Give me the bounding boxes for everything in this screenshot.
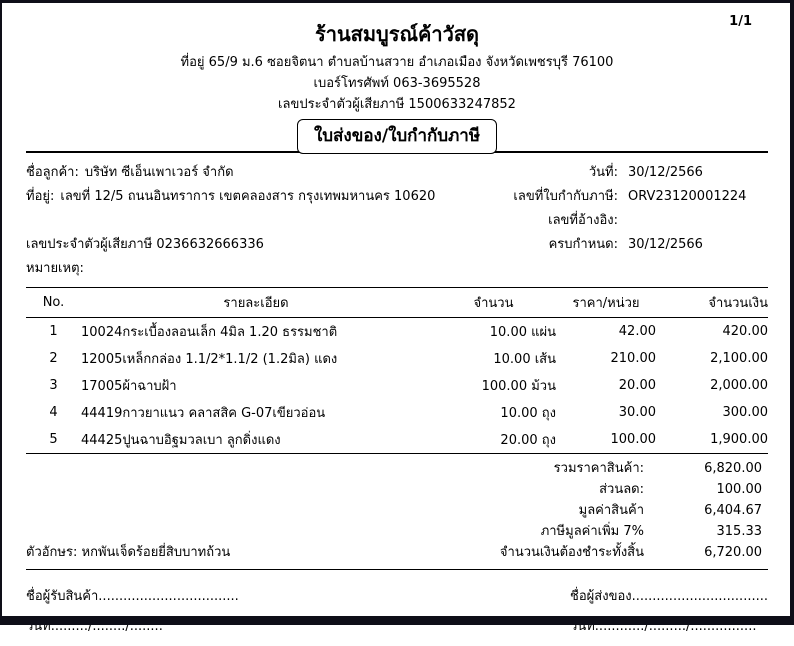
item-amount: 1,900.00 xyxy=(710,432,768,447)
summary-row-grand-total xyxy=(26,542,768,563)
summary-row-subtotal xyxy=(26,458,768,479)
info-section xyxy=(26,161,768,281)
header-quantity: จำนวน xyxy=(431,288,556,318)
item-description: 17005ผ้าฉาบฝ้า xyxy=(81,379,177,394)
vat-label: ภาษีมูลค่าเพิ่ม 7% xyxy=(540,524,644,539)
customer-tax-id-row xyxy=(26,233,463,257)
receiver-signature-block xyxy=(26,586,382,646)
customer-name-label: ชื่อลูกค้า: xyxy=(26,165,79,180)
subtotal-label: รวมราคาสินค้า: xyxy=(553,461,644,476)
item-quantity: 20.00 ถุง xyxy=(500,433,556,448)
due-date-value: 30/12/2566 xyxy=(628,237,703,252)
signature-section xyxy=(26,586,768,646)
item-description: 12005เหล็กกล่อง 1.1/2*1.1/2 (1.2มิล) แดง xyxy=(81,352,338,367)
doc-title-wrap xyxy=(26,119,768,149)
item-unit-price: 20.00 xyxy=(618,378,656,393)
summary-row-vat xyxy=(26,521,768,542)
sender-sign-line: ชื่อผู้ส่งของ................................. xyxy=(570,589,768,604)
item-description: 44419กาวยาแนว คลาสสิค G-07เขียวอ่อน xyxy=(81,406,326,421)
header-amount: จำนวนเงิน xyxy=(656,288,768,318)
invoice-meta-block xyxy=(463,161,768,281)
customer-address-row xyxy=(26,185,463,209)
due-date-row xyxy=(463,233,768,257)
invoice-no-value: ORV23120001224 xyxy=(628,189,747,204)
item-quantity: 100.00 ม้วน xyxy=(481,379,556,394)
item-description: 44425ปูนฉาบอิฐมวลเบา ลูกดิ่งแดง xyxy=(81,433,281,448)
item-no: 3 xyxy=(49,378,58,393)
grand-total-value: 6,720.00 xyxy=(704,545,762,560)
item-quantity: 10.00 ถุง xyxy=(500,406,556,421)
items-header-row xyxy=(26,288,768,318)
items-table-head xyxy=(26,288,768,318)
grand-total-label: จำนวนเงินต้องชำระทั้งสิ้น xyxy=(499,545,644,560)
date-label: วันที่: xyxy=(588,165,618,180)
table-row xyxy=(26,372,768,399)
header-description: รายละเอียด xyxy=(81,288,431,318)
item-no: 5 xyxy=(49,432,58,447)
invoice-no-label: เลขที่ใบกำกับภาษี: xyxy=(513,189,618,204)
item-no: 1 xyxy=(49,324,58,339)
items-table-body xyxy=(26,318,768,454)
ref-no-row xyxy=(463,209,768,233)
item-quantity: 10.00 เส้น xyxy=(493,352,556,367)
item-description: 10024กระเบื้องลอนเล็ก 4มิล 1.20 ธรรมชาติ xyxy=(81,325,338,340)
note-label: หมายเหตุ: xyxy=(26,261,84,276)
ref-no-label: เลขที่อ้างอิง: xyxy=(548,213,618,228)
receiver-date-line: วันที่........./......../........ xyxy=(26,619,163,634)
customer-address: เลขที่ 12/5 ถนนอินทราการ เขตคลองสาร กรุงเทพมหานคร 10620 xyxy=(60,189,436,204)
date-value: 30/12/2566 xyxy=(628,165,703,180)
net-label: มูลค่าสินค้า xyxy=(578,503,644,518)
item-amount: 2,100.00 xyxy=(710,351,768,366)
item-unit-price: 42.00 xyxy=(618,324,656,339)
header-no: No. xyxy=(26,288,81,318)
header-unit-price: ราคา/หน่วย xyxy=(556,288,656,318)
amount-in-words-label: ตัวอักษร: xyxy=(26,545,78,560)
items-table xyxy=(26,287,768,453)
discount-value: 100.00 xyxy=(716,482,762,497)
date-row xyxy=(463,161,768,185)
page-number: 1/1 xyxy=(729,14,752,29)
spacer-row xyxy=(26,209,463,233)
receiver-sign-line: ชื่อผู้รับสินค้า.................................. xyxy=(26,589,239,604)
item-unit-price: 30.00 xyxy=(618,405,656,420)
sender-date-line: วันที่............/........./................ xyxy=(570,619,757,634)
discount-label: ส่วนลด: xyxy=(599,482,644,497)
item-no: 4 xyxy=(49,405,58,420)
net-value: 6,404.67 xyxy=(704,503,762,518)
customer-address-label: ที่อยู่: xyxy=(26,189,55,204)
invoice-no-row xyxy=(463,185,768,209)
customer-tax-id: เลขประจำตัวผู้เสียภาษี 0236632666336 xyxy=(26,237,264,252)
shop-tax-id: เลขประจำตัวผู้เสียภาษี 1500633247852 xyxy=(278,97,516,112)
item-no: 2 xyxy=(49,351,58,366)
customer-block xyxy=(26,161,463,281)
note-row xyxy=(26,257,463,281)
table-row xyxy=(26,345,768,372)
sender-signature-block xyxy=(382,586,768,646)
item-amount: 420.00 xyxy=(722,324,768,339)
amount-in-words xyxy=(26,542,500,563)
item-quantity: 10.00 แผ่น xyxy=(489,325,556,340)
customer-name-row xyxy=(26,161,463,185)
summary-row-discount xyxy=(26,479,768,500)
table-row xyxy=(26,399,768,426)
doc-title: ใบส่งของ/ใบกำกับภาษี xyxy=(297,119,497,154)
due-date-label: ครบกำหนด: xyxy=(548,237,618,252)
shop-name: ร้านสมบูรณ์ค้าวัสดุ xyxy=(314,22,480,46)
summary-row-net xyxy=(26,500,768,521)
item-amount: 300.00 xyxy=(722,405,768,420)
invoice-document xyxy=(26,12,768,646)
subtotal-value: 6,820.00 xyxy=(704,461,762,476)
shop-phone: เบอร์โทรศัพท์ 063-3695528 xyxy=(313,76,481,91)
item-unit-price: 210.00 xyxy=(610,351,656,366)
item-unit-price: 100.00 xyxy=(610,432,656,447)
table-row xyxy=(26,318,768,346)
summary-section xyxy=(26,453,768,570)
table-row xyxy=(26,426,768,453)
customer-name: บริษัท ซีเอ็นเพาเวอร์ จำกัด xyxy=(84,165,234,180)
item-amount: 2,000.00 xyxy=(710,378,768,393)
amount-in-words-text: หกพันเจ็ดร้อยยี่สิบบาทถ้วน xyxy=(81,545,231,560)
vat-value: 315.33 xyxy=(716,524,762,539)
shop-address: ที่อยู่ 65/9 ม.6 ซอยจิตนา ตำบลบ้านสวาย อำเภอเมือง จังหวัดเพชรบุรี 76100 xyxy=(180,55,614,70)
